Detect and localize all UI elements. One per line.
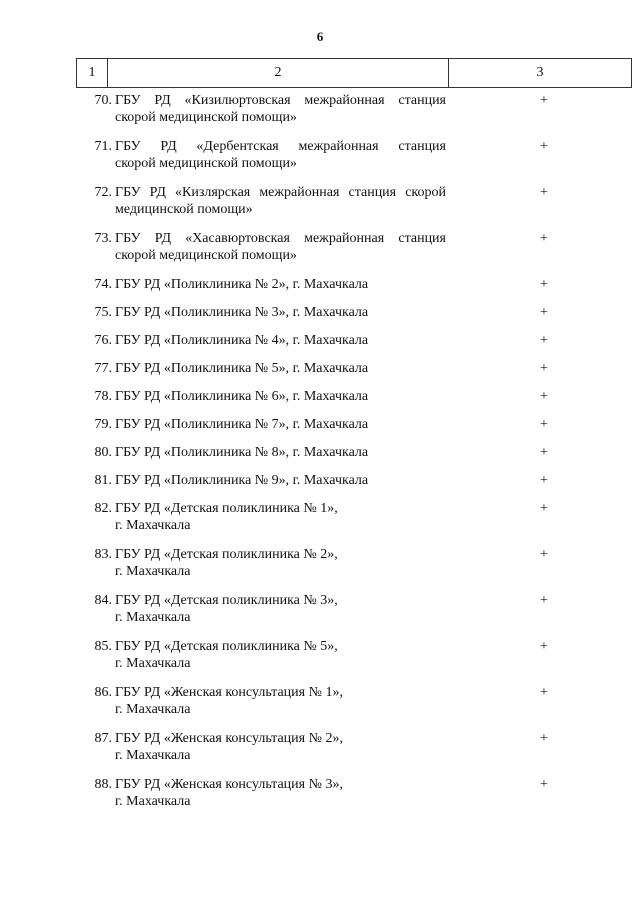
row-mark: + [540,445,548,460]
row-organization-name [115,472,446,500]
row-organization-name [115,92,446,138]
table-row [76,184,628,230]
row-organization-name [115,638,446,684]
header-col-2: 2 [108,59,449,88]
table-row [76,360,628,388]
row-name-line: ГБУ РД «Поликлиника № 4», г. Махачкала [115,333,369,348]
table-row [76,444,628,472]
row-name-line: ГБУ РД «Поликлиника № 2», г. Махачкала [115,277,369,292]
row-number: 78. [94,389,112,404]
row-mark: + [540,417,548,432]
row-number: 87. [94,731,112,746]
row-number: 70. [94,93,112,108]
row-name-line: г. Махачкала [115,656,191,671]
header-col-1: 1 [77,59,108,88]
row-name-line: ГБУ РД «Детская поликлиника № 2», [115,547,338,562]
row-organization-name [115,730,446,776]
table-row [76,546,628,592]
row-number: 86. [94,685,112,700]
row-number: 82. [94,501,112,516]
row-mark: + [540,501,548,516]
row-organization-name [115,304,446,332]
row-mark: + [540,777,548,792]
table-row [76,638,628,684]
row-name-line: скорой медицинской помощи» [115,156,297,171]
table-row [76,92,628,138]
row-name-line: скорой медицинской помощи» [115,110,297,125]
row-organization-name [115,184,446,230]
row-mark: + [540,231,548,246]
page-number: 6 [316,29,324,44]
table-row [76,276,628,304]
row-mark: + [540,593,548,608]
row-number: 77. [94,361,112,376]
row-number: 88. [94,777,112,792]
row-organization-name [115,360,446,388]
row-mark: + [540,277,548,292]
row-name-line: ГБУ РД «Детская поликлиника № 3», [115,593,338,608]
row-organization-name [115,776,446,822]
row-name-line: ГБУ РД «Женская консультация № 1», [115,685,343,700]
row-name-line: ГБУ РД «Поликлиника № 8», г. Махачкала [115,445,369,460]
row-number: 79. [94,417,112,432]
row-name-line: ГБУ РД «Поликлиника № 5», г. Махачкала [115,361,369,376]
row-organization-name [115,230,446,276]
row-number: 80. [94,445,112,460]
table-row [76,416,628,444]
row-name-line: ГБУ РД «Детская поликлиника № 1», [115,501,338,516]
row-name-line: г. Махачкала [115,702,191,717]
table-row [76,332,628,360]
row-organization-name [115,276,446,304]
row-mark: + [540,305,548,320]
row-mark: + [540,389,548,404]
table-row [76,592,628,638]
table-row [76,230,628,276]
row-organization-name [115,388,446,416]
row-mark: + [540,547,548,562]
table-row [76,138,628,184]
table-row [76,500,628,546]
row-name-line: г. Махачкала [115,794,191,809]
row-number: 71. [94,139,112,154]
row-name-line: ГБУ РД «Кизилюртовская межрайонная станция [115,93,446,108]
header-col-3: 3 [449,59,632,88]
table-row [76,388,628,416]
row-name-line: ГБУ РД «Кизлярская межрайонная станция скорой [115,185,446,200]
row-organization-name [115,684,446,730]
table-row [76,776,628,822]
row-name-line: ГБУ РД «Поликлиника № 9», г. Махачкала [115,473,369,488]
row-organization-name [115,592,446,638]
row-number: 74. [94,277,112,292]
table-header [76,58,632,88]
row-organization-name [115,444,446,472]
row-number: 75. [94,305,112,320]
row-organization-name [115,332,446,360]
table-row [76,472,628,500]
row-name-line: ГБУ РД «Поликлиника № 6», г. Махачкала [115,389,369,404]
row-number: 73. [94,231,112,246]
row-name-line: ГБУ РД «Женская консультация № 2», [115,731,343,746]
row-number: 72. [94,185,112,200]
row-name-line: ГБУ РД «Хасавюртовская межрайонная станция [115,231,446,246]
row-name-line: г. Махачкала [115,518,191,533]
table-body [76,92,628,822]
row-name-line: ГБУ РД «Поликлиника № 7», г. Махачкала [115,417,369,432]
row-mark: + [540,333,548,348]
row-mark: + [540,361,548,376]
row-number: 76. [94,333,112,348]
row-name-line: скорой медицинской помощи» [115,248,297,263]
row-name-line: медицинской помощи» [115,202,253,217]
row-name-line: г. Махачкала [115,564,191,579]
table-row [76,304,628,332]
row-name-line: ГБУ РД «Дербентская межрайонная станция [115,139,446,154]
row-organization-name [115,500,446,546]
row-name-line: г. Махачкала [115,748,191,763]
row-name-line: ГБУ РД «Детская поликлиника № 5», [115,639,338,654]
row-name-line: г. Махачкала [115,610,191,625]
row-mark: + [540,639,548,654]
table-row [76,684,628,730]
row-organization-name [115,138,446,184]
table-row [76,730,628,776]
row-name-line: ГБУ РД «Женская консультация № 3», [115,777,343,792]
row-number: 81. [94,473,112,488]
row-mark: + [540,185,548,200]
row-mark: + [540,93,548,108]
row-mark: + [540,685,548,700]
row-number: 84. [94,593,112,608]
row-number: 83. [94,547,112,562]
row-number: 85. [94,639,112,654]
row-name-line: ГБУ РД «Поликлиника № 3», г. Махачкала [115,305,369,320]
row-mark: + [540,139,548,154]
row-organization-name [115,546,446,592]
row-mark: + [540,731,548,746]
row-organization-name [115,416,446,444]
row-mark: + [540,473,548,488]
